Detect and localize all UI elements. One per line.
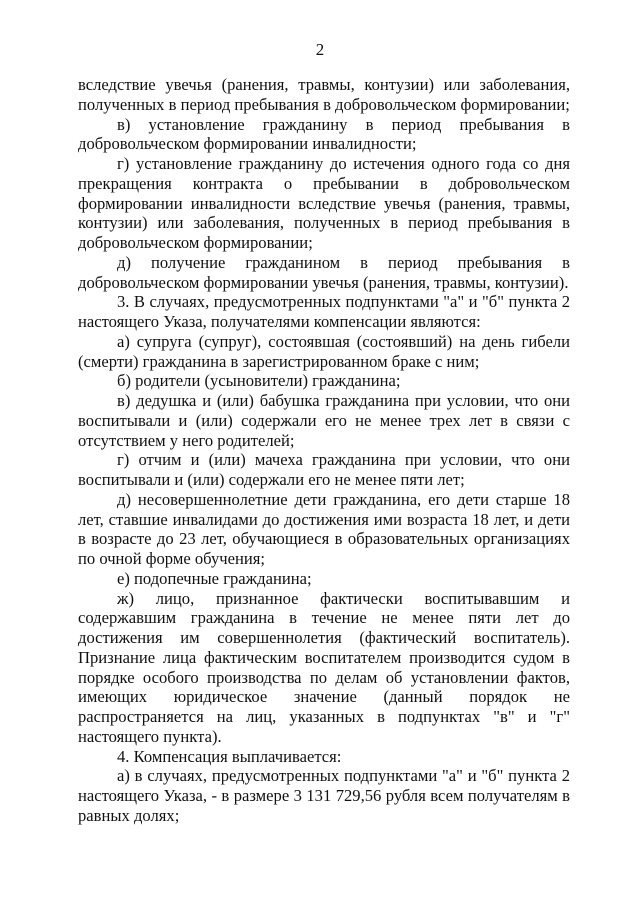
paragraph-recipient-parents: б) родители (усыновители) гражданина; — [117, 371, 401, 391]
document-body — [78, 75, 570, 826]
paragraph-payment-amount: а) в случаях, предусмотренных подпунктами "а" и "б" пункта 2 настоящего Указа, - в размере 3 131 729,56 рубля всем получателям в равных долях; — [78, 766, 570, 825]
paragraph-subitem-v-disability: в) установление гражданину в период пребывания в добровольческом формировании инвалидности; — [78, 114, 570, 154]
paragraph-recipient-children: д) несовершеннолетние дети гражданина, его дети старше 18 лет, ставшие инвалидами до достижения ими возраста 18 лет, и дети в возрасте до 23 лет, обучающиеся в образовательных организациях по очной форме обучения; — [78, 489, 570, 568]
paragraph-item-3-recipients: 3. В случаях, предусмотренных подпунктами "а" и "б" пункта 2 настоящего Указа, получателями компенсации являются: — [78, 292, 570, 331]
paragraph-subitem-g-disability-after-contract: г) установление гражданину до истечения одного года со дня прекращения контракта о пребывании в добровольческом формировании инвалидности вследствие увечья (ранения, травмы, контузии) или заболевания, полученных в период пребывания в добровольческом формировании; — [78, 154, 570, 252]
paragraph-subitem-d-injury: д) получение гражданином в период пребывания в добровольческом формировании увечья (ранения, травмы, контузии). — [78, 252, 570, 292]
paragraph-item-4-payment: 4. Компенсация выплачивается: — [117, 746, 342, 766]
paragraph-continuation: вследствие увечья (ранения, травмы, контузии) или заболевания, полученных в период пребывания в добровольческом формировании; — [78, 75, 570, 114]
paragraph-recipient-spouse: а) супруга (супруг), состоявшая (состоявший) на день гибели (смерти) гражданина в зарегистрированном браке с ним; — [78, 331, 570, 371]
paragraph-recipient-grandparents: в) дедушка и (или) бабушка гражданина при условии, что они воспитывали и (или) содержали его не менее трех лет в связи с отсутствием у него родителей; — [78, 391, 570, 450]
paragraph-recipient-stepparents: г) отчим и (или) мачеха гражданина при условии, что они воспитывали и (или) содержали его не менее пяти лет; — [78, 450, 570, 489]
paragraph-recipient-actual-guardian: ж) лицо, признанное фактически воспитывавшим и содержавшим гражданина в течение не менее пяти лет до достижения им совершеннолетия (фактический воспитатель). Признание лица фактическим воспитателем производится судом в порядке особого производства по делам об установлении фактов, имеющих юридическое значение (данный порядок не распространяется на лиц, указанных в подпунктах "в" и "г" настоящего пункта). — [78, 588, 570, 746]
page-number: 2 — [315, 40, 325, 59]
paragraph-recipient-wards: е) подопечные гражданина; — [117, 568, 312, 588]
